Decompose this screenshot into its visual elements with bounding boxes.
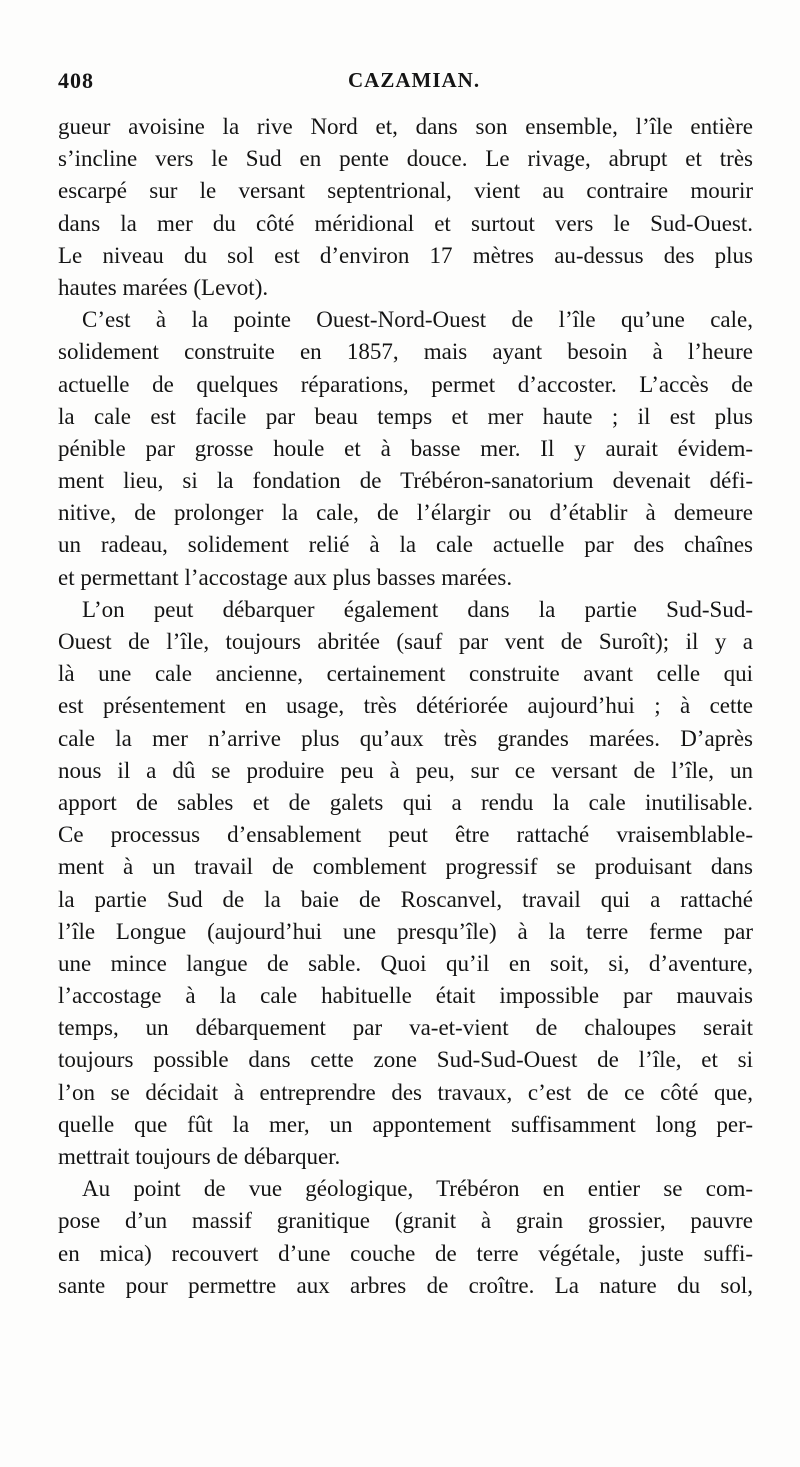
text-line: cale la mer n’arrive plus qu’aux très grandes marées. D’après [58, 725, 753, 751]
text-line: toujours possible dans cette zone Sud-Sud-Ouest de l’île, et si [58, 1047, 753, 1073]
text-line: gueur avoisine la rive Nord et, dans son ensemble, l’île entière [58, 114, 753, 139]
text-line: Ouest de l’île, toujours abritée (sauf par vent de Suroît); il y a [58, 629, 753, 654]
text-line: Au point de vue géologique, Trébéron en entier se com- [82, 1176, 753, 1202]
text-line: temps, un débarquement par va-et-vient de chaloupes serait [58, 1015, 753, 1041]
text-line: nitive, de prolonger la cale, de l’élargir ou d’établir à demeure [58, 500, 753, 526]
text-line: là une cale ancienne, certainement construite avant celle qui [58, 661, 753, 687]
text-line: actuelle de quelques réparations, permet d’accoster. L’accès de [58, 371, 753, 397]
text-line: quelle que fût la mer, un appontement suffisamment long per- [58, 1111, 753, 1137]
body-text [58, 111, 753, 1302]
text-line: ment à un travail de comblement progressif se produisant dans [58, 854, 753, 880]
text-line: escarpé sur le versant septentrional, vient au contraire mourir [58, 178, 753, 204]
text-line: Le niveau du sol est d’environ 17 mètres au-dessus des plus [58, 242, 753, 268]
text-line: un radeau, solidement relié à la cale actuelle par des chaînes [58, 532, 753, 558]
page-number: 408 [58, 68, 94, 93]
text-line: sante pour permettre aux arbres de croître. La nature du sol, [58, 1272, 753, 1298]
text-line: la cale est facile par beau temps et mer haute ; il est plus [58, 403, 753, 429]
text-line: et permettant l’accostage aux plus basses marées. [58, 564, 513, 590]
text-line: pose d’un massif granitique (granit à grain grossier, pauvre [58, 1208, 753, 1234]
text-line: en mica) recouvert d’une couche de terre végétale, juste suffi- [58, 1240, 753, 1266]
text-line: apport de sables et de galets qui a rendu la cale inutilisable. [58, 789, 753, 815]
running-head: CAZAMIAN. [348, 68, 481, 92]
text-line: hautes marées (Levot). [58, 274, 269, 300]
text-line: la partie Sud de la baie de Roscanvel, travail qui a rattaché [58, 886, 753, 912]
text-line: pénible par grosse houle et à basse mer. Il y aurait évidem- [58, 435, 753, 461]
text-line: Ce processus d’ensablement peut être rattaché vraisemblable- [58, 822, 753, 848]
page-header [58, 62, 748, 102]
text-line: l’accostage à la cale habituelle était impossible par mauvais [58, 983, 753, 1009]
text-line: L’on peut débarquer également dans la partie Sud-Sud- [82, 596, 753, 622]
text-line: s’incline vers le Sud en pente douce. Le rivage, abrupt et très [58, 146, 753, 172]
text-line: l’on se décidait à entreprendre des travaux, c’est de ce côté que, [58, 1079, 753, 1105]
text-line: l’île Longue (aujourd’hui une presqu’île) à la terre ferme par [58, 918, 753, 944]
text-line: solidement construite en 1857, mais ayant besoin à l’heure [58, 339, 753, 365]
text-line: nous il a dû se produire peu à peu, sur ce versant de l’île, un [58, 757, 753, 783]
text-line: est présentement en usage, très détériorée aujourd’hui ; à cette [58, 693, 753, 719]
text-line: mettrait toujours de débarquer. [58, 1144, 341, 1169]
text-line: dans la mer du côté méridional et surtout vers le Sud-Ouest. [58, 210, 753, 236]
text-line: ment lieu, si la fondation de Trébéron-sanatorium devenait défi- [58, 468, 753, 494]
text-line: une mince langue de sable. Quoi qu’il en soit, si, d’aventure, [58, 950, 753, 976]
text-line: C’est à la pointe Ouest-Nord-Ouest de l’île qu’une cale, [82, 307, 753, 333]
